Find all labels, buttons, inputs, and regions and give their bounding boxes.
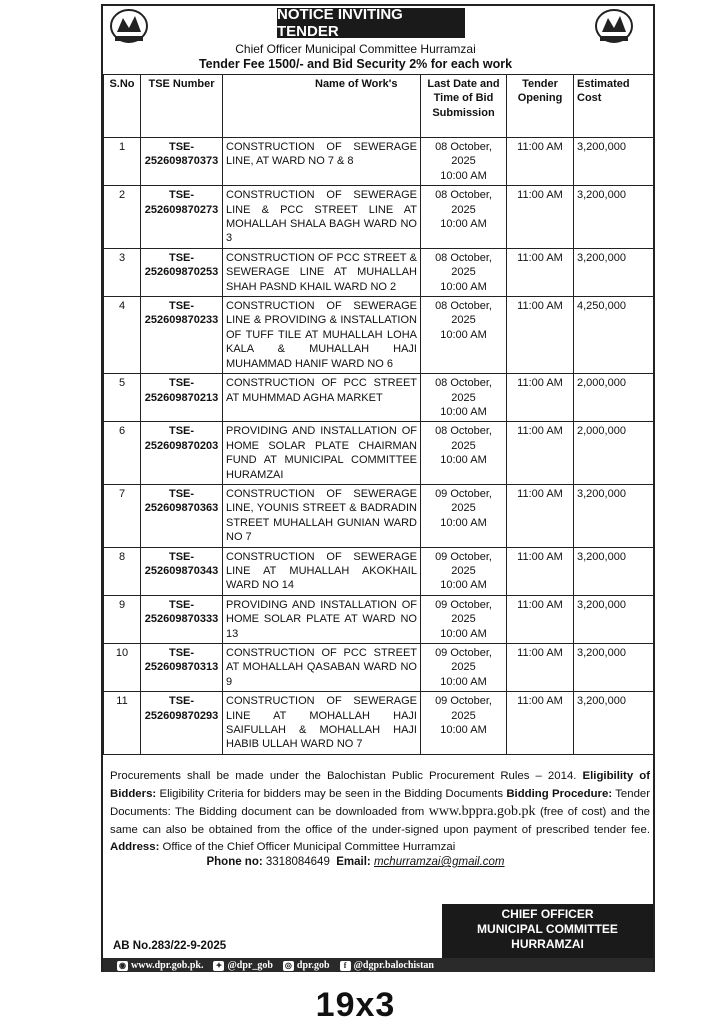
date-time: 10:00 AM [440,516,487,529]
twitter-icon: ✦ [213,961,224,971]
procedure-label: Bidding Procedure: [506,787,613,800]
cell-tender-opening: 11:00 AM [507,186,574,249]
dpr-website: www.dpr.gob.pk. [131,959,204,971]
cell-tse-number [141,644,223,692]
cell-name-of-work: CONSTRUCTION OF SEWERAGE LINE AT MOHALLAH HAJI SAIFULLAH & MOHALLAH HAJI HABIB ULLAH WARD NO 7 [223,692,421,755]
cell-tse-number [141,138,223,186]
cell-sno: 6 [104,422,141,485]
table-row [104,248,654,296]
cell-name-of-work: CONSTRUCTION OF PCC STREET AT MOHALLAH QASABAN WARD NO 9 [223,644,421,692]
cell-name-of-work: CONSTRUCTION OF SEWERAGE LINE AT MUHALLAH AKOKHAIL WARD NO 14 [223,547,421,595]
tse-number: 252609870253 [144,266,219,279]
date-time: 10:00 AM [440,675,487,688]
cell-estimated-cost: 3,200,000 [574,248,654,296]
cell-tender-opening: 11:00 AM [507,422,574,485]
cell-name-of-work: PROVIDING AND INSTALLATION OF HOME SOLAR PLATE CHAIRMAN FUND AT MUNICIPAL COMMITTEE HURAMZAI [223,422,421,485]
tse-prefix: TSE- [168,251,195,264]
officer-line-1: CHIEF OFFICER [501,907,594,921]
date-time: 10:00 AM [440,627,487,640]
date-year: 2025 [451,613,476,626]
tse-prefix: TSE- [168,598,195,611]
date-day: 08 October, [435,251,492,264]
date-year: 2025 [451,439,476,452]
contact-line [0,856,711,868]
ab-number: AB No.283/22-9-2025 [113,940,227,952]
eligibility-label: Eligibility of Bidders: [110,770,651,800]
date-year: 2025 [451,314,476,327]
date-day: 08 October, [435,425,492,438]
date-year: 2025 [451,564,476,577]
cell-tender-opening: 11:00 AM [507,297,574,374]
date-day: 09 October, [435,647,492,659]
date-time: 10:00 AM [440,724,487,737]
tse-number: 252609870333 [144,613,219,626]
date-year: 2025 [451,203,476,216]
cell-sno: 4 [104,297,141,374]
government-emblem-left [109,6,149,46]
cell-tender-opening: 11:00 AM [507,138,574,186]
officer-line-2: MUNICIPAL COMMITTEE [477,922,618,936]
social-bar [103,958,653,972]
cell-last-date [421,484,507,547]
tender-table [103,74,654,755]
header-tse-number: TSE Number [141,75,223,138]
tse-prefix: TSE- [168,300,195,313]
cell-last-date [421,248,507,296]
facebook-item[interactable] [340,960,434,971]
tse-number: 252609870293 [144,709,219,722]
cell-tse-number [141,595,223,643]
cell-tender-opening: 11:00 AM [507,484,574,547]
cell-name-of-work: CONSTRUCTION OF PCC STREET & SEWERAGE LINE AT MUHALLAH SHAH PASND KHAIL WARD NO 2 [223,248,421,296]
cell-tse-number [141,248,223,296]
cell-last-date [421,186,507,249]
phone-number: 3318084649 [265,856,330,868]
docs-text-2: (free of cost) and the same can also be obtained from the office of the under-signed upon payment of prescribed tender fee. [110,806,650,836]
table-row [104,422,654,485]
tse-number: 252609870213 [144,391,219,404]
date-day: 08 October, [435,377,492,390]
cell-sno: 8 [104,547,141,595]
table-row [104,595,654,643]
date-day: 09 October, [435,550,492,563]
cell-last-date [421,692,507,755]
cell-tender-opening: 11:00 AM [507,374,574,422]
cell-tse-number [141,547,223,595]
cell-tse-number [141,374,223,422]
date-time: 10:00 AM [440,454,487,467]
cell-tender-opening: 11:00 AM [507,547,574,595]
cell-name-of-work: CONSTRUCTION OF SEWERAGE LINE & PROVIDING & INSTALLATION OF TUFF TILE AT MUHALLAH LOHA KALA & MUHALLAH HAJI MUHAMMAD HANIF WARD NO 6 [223,297,421,374]
docs-text: Tender Documents: The Bidding document can be downloaded from [110,787,651,819]
address-text: Office of the Chief Officer Municipal Committee Hurramzai [162,841,456,854]
tse-prefix: TSE- [168,647,195,659]
date-time: 10:00 AM [440,579,487,592]
cell-estimated-cost: 3,200,000 [574,484,654,547]
date-year: 2025 [451,502,476,515]
tse-number: 252609870343 [144,564,219,577]
cell-estimated-cost: 2,000,000 [574,374,654,422]
cell-last-date [421,644,507,692]
cell-tender-opening: 11:00 AM [507,248,574,296]
header-tender-opening: Tender Opening [507,75,574,138]
cell-sno: 11 [104,692,141,755]
table-row [104,186,654,249]
cell-last-date [421,297,507,374]
twitter-handle: @dpr_gob [227,959,273,971]
tender-fee-line: Tender Fee 1500/- and Bid Security 2% for each work [198,57,513,71]
cell-estimated-cost: 3,200,000 [574,595,654,643]
cell-estimated-cost: 3,200,000 [574,186,654,249]
date-time: 10:00 AM [440,218,487,231]
address-label: Address: [110,841,160,854]
header-sno: S.No [104,75,141,138]
cell-sno: 2 [104,186,141,249]
tse-prefix: TSE- [168,550,195,563]
cell-name-of-work: PROVIDING AND INSTALLATION OF HOME SOLAR PLATE AT WARD NO 13 [223,595,421,643]
tse-number: 252609870313 [144,661,219,674]
table-row [104,297,654,374]
cell-tse-number [141,484,223,547]
cell-name-of-work: CONSTRUCTION OF PCC STREET AT MUHMMAD AGHA MARKET [223,374,421,422]
date-day: 09 October, [435,487,492,500]
date-day: 09 October, [435,598,492,611]
cell-estimated-cost: 2,000,000 [574,422,654,485]
date-year: 2025 [451,709,476,722]
rules-text: Procurements shall be made under the Balochistan Public Procurement Rules – 2014. [110,770,577,782]
date-time: 10:00 AM [440,328,487,341]
notice-title: NOTICE INVITING TENDER [277,8,465,38]
cell-estimated-cost: 4,250,000 [574,297,654,374]
cell-sno: 5 [104,374,141,422]
tender-terms [110,768,650,857]
cell-estimated-cost: 3,200,000 [574,138,654,186]
office-subtitle: Chief Officer Municipal Committee Hurramzai [235,42,476,56]
cell-last-date [421,547,507,595]
cell-tender-opening: 11:00 AM [507,644,574,692]
date-year: 2025 [451,266,476,279]
cell-name-of-work: CONSTRUCTION OF SEWERAGE LINE & PCC STREET LINE AT MOHALLAH SHALA BAGH WARD NO 3 [223,186,421,249]
date-day: 08 October, [435,189,492,202]
website-item[interactable] [117,960,203,971]
cell-last-date [421,595,507,643]
cell-sno: 1 [104,138,141,186]
tse-prefix: TSE- [168,141,195,153]
cell-estimated-cost: 3,200,000 [574,692,654,755]
officer-line-3: HURRAMZAI [511,937,584,951]
eligibility-text: Eligibility Criteria for bidders may be seen in the Bidding Documents [159,787,504,800]
table-row [104,692,654,755]
header-last-date: Last Date and Time of Bid Submission [421,75,507,138]
cell-name-of-work: CONSTRUCTION OF SEWERAGE LINE, AT WARD NO 7 & 8 [223,138,421,186]
tse-number: 252609870273 [144,203,219,216]
instagram-item[interactable] [283,960,330,971]
tse-prefix: TSE- [168,695,195,708]
date-year: 2025 [451,661,476,674]
chief-officer-box [442,904,653,960]
date-year: 2025 [451,155,476,168]
ad-size-label: 19x3 [315,986,396,1024]
header-estimated-cost: Estimated Cost [574,75,654,138]
date-time: 10:00 AM [440,405,487,418]
cell-sno: 3 [104,248,141,296]
date-time: 10:00 AM [440,169,487,182]
date-time: 10:00 AM [440,280,487,293]
table-header-row [104,75,654,138]
email-label: Email: [336,856,371,868]
cell-estimated-cost: 3,200,000 [574,644,654,692]
tse-prefix: TSE- [168,487,195,500]
header-name-of-work: Name of Work's [223,75,421,138]
cell-last-date [421,422,507,485]
table-row [104,644,654,692]
cell-last-date [421,138,507,186]
table-row [104,138,654,186]
cell-name-of-work: CONSTRUCTION OF SEWERAGE LINE, YOUNIS STREET & BADRADIN STREET MUHALLAH GUNIAN WARD NO 7 [223,484,421,547]
date-day: 09 October, [435,695,492,708]
tse-number: 252609870203 [144,439,219,452]
facebook-icon: f [340,961,351,971]
cell-tse-number [141,186,223,249]
bppra-website-link[interactable]: www.bppra.gob.pk [428,804,536,820]
cell-tse-number [141,422,223,485]
cell-sno: 9 [104,595,141,643]
twitter-item[interactable] [213,960,272,971]
phone-label: Phone no: [206,856,263,868]
email-link[interactable]: mchurramzai@gmail.com [373,856,505,868]
cell-sno: 7 [104,484,141,547]
tse-prefix: TSE- [168,425,195,438]
cell-tender-opening: 11:00 AM [507,595,574,643]
government-emblem-right [594,6,634,46]
tse-number: 252609870363 [144,502,219,515]
date-year: 2025 [451,391,476,404]
cell-tender-opening: 11:00 AM [507,692,574,755]
table-row [104,374,654,422]
date-day: 08 October, [435,300,492,313]
globe-icon: ◉ [117,961,128,971]
instagram-handle: dpr.gob [296,959,330,971]
tse-number: 252609870233 [144,314,219,327]
table-row [104,547,654,595]
table-row [104,484,654,547]
date-day: 08 October, [435,141,492,153]
tse-prefix: TSE- [168,377,195,390]
facebook-handle: @dgpr.balochistan [353,959,434,971]
cell-sno: 10 [104,644,141,692]
tse-number: 252609870373 [144,155,219,168]
cell-estimated-cost: 3,200,000 [574,547,654,595]
cell-last-date [421,374,507,422]
cell-tse-number [141,297,223,374]
tse-prefix: TSE- [168,189,195,202]
instagram-icon: ◎ [283,961,294,971]
cell-tse-number [141,692,223,755]
